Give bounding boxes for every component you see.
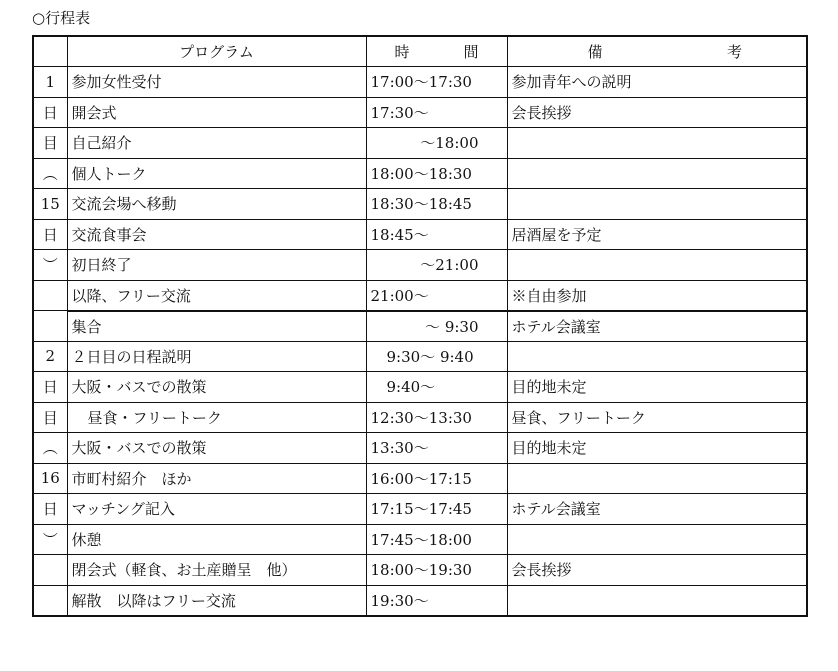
table-header-row [33,36,807,67]
table-row [33,524,807,555]
schedule-table [32,35,808,617]
note-cell [507,585,807,616]
time-cell: 〜18:00 [366,128,507,159]
note-cell [507,524,807,555]
note-cell [507,250,807,281]
program-cell: 自己紹介 [67,128,366,159]
table-row [33,372,807,403]
program-cell: 解散 以降はフリー交流 [67,585,366,616]
header-day [33,36,67,67]
time-cell: 9:30〜 9:40 [366,341,507,372]
table-row [33,402,807,433]
program-cell: 交流会場へ移動 [67,189,366,220]
header-note-b: 考 [726,43,742,61]
time-cell: 21:00〜 [366,280,507,311]
program-cell: 以降、フリー交流 [67,280,366,311]
day-label: ︵ [33,158,67,189]
page-title: ○行程表 [32,9,91,27]
note-cell: 会長挨拶 [507,555,807,586]
time-cell: 17:30〜 [366,97,507,128]
program-cell: 市町村紹介 ほか [67,463,366,494]
note-cell [507,463,807,494]
day-label: ︶ [33,524,67,555]
note-cell: ホテル会議室 [507,311,807,342]
table-row [33,341,807,372]
day-label: 16 [33,463,67,494]
table-row [33,433,807,464]
time-cell: 〜 9:30 [366,311,507,342]
program-cell: 個人トーク [67,158,366,189]
program-cell: 閉会式（軽食、お土産贈呈 他） [67,555,366,586]
time-cell: 17:45〜18:00 [366,524,507,555]
note-cell: 居酒屋を予定 [507,219,807,250]
day-label: 2 [33,341,67,372]
day-label: 1 [33,67,67,98]
header-time-b: 間 [463,43,479,61]
note-cell [507,158,807,189]
table-row [33,189,807,220]
table-row [33,463,807,494]
note-cell: ※自由参加 [507,280,807,311]
table-row [33,311,807,342]
table-row [33,250,807,281]
note-cell [507,128,807,159]
header-program: プログラム [67,36,366,67]
day-label: 日 [33,372,67,403]
note-cell: 目的地未定 [507,433,807,464]
time-cell: 16:00〜17:15 [366,463,507,494]
day-label [33,585,67,616]
day-label: 15 [33,189,67,220]
program-cell: 参加女性受付 [67,67,366,98]
day-label: 目 [33,402,67,433]
day-label: 日 [33,97,67,128]
program-cell: ２日目の日程説明 [67,341,366,372]
program-cell: 大阪・バスでの散策 [67,433,366,464]
time-cell: 19:30〜 [366,585,507,616]
table-row [33,128,807,159]
day-label [33,311,67,342]
day-label: ︵ [33,433,67,464]
header-note [507,36,807,67]
program-cell: 休憩 [67,524,366,555]
note-cell: 昼食、フリートーク [507,402,807,433]
program-cell: 集合 [67,311,366,342]
note-cell: ホテル会議室 [507,494,807,525]
time-cell: 18:00〜19:30 [366,555,507,586]
note-cell: 会長挨拶 [507,97,807,128]
time-cell: 17:00〜17:30 [366,67,507,98]
note-cell [507,189,807,220]
program-cell: 大阪・バスでの散策 [67,372,366,403]
table-row [33,97,807,128]
time-cell: 17:15〜17:45 [366,494,507,525]
day-label: 目 [33,128,67,159]
program-cell: 昼食・フリートーク [67,402,366,433]
table-row [33,280,807,311]
time-cell: 13:30〜 [366,433,507,464]
time-cell: 18:00〜18:30 [366,158,507,189]
header-note-a: 備 [587,43,603,61]
day-label [33,555,67,586]
table-row [33,555,807,586]
header-time [366,36,507,67]
time-cell: 18:45〜 [366,219,507,250]
day-label: ︶ [33,250,67,281]
table-row [33,585,807,616]
day-label: 日 [33,219,67,250]
note-cell [507,341,807,372]
time-cell: 12:30〜13:30 [366,402,507,433]
program-cell: 初日終了 [67,250,366,281]
note-cell: 参加青年への説明 [507,67,807,98]
day-label [33,280,67,311]
program-cell: 開会式 [67,97,366,128]
table-row [33,494,807,525]
header-time-a: 時 [394,43,410,61]
note-cell: 目的地未定 [507,372,807,403]
table-row [33,158,807,189]
program-cell: マッチング記入 [67,494,366,525]
time-cell: 9:40〜 [366,372,507,403]
day-label: 日 [33,494,67,525]
table-row [33,67,807,98]
program-cell: 交流食事会 [67,219,366,250]
time-cell: 18:30〜18:45 [366,189,507,220]
table-row [33,219,807,250]
time-cell: 〜21:00 [366,250,507,281]
